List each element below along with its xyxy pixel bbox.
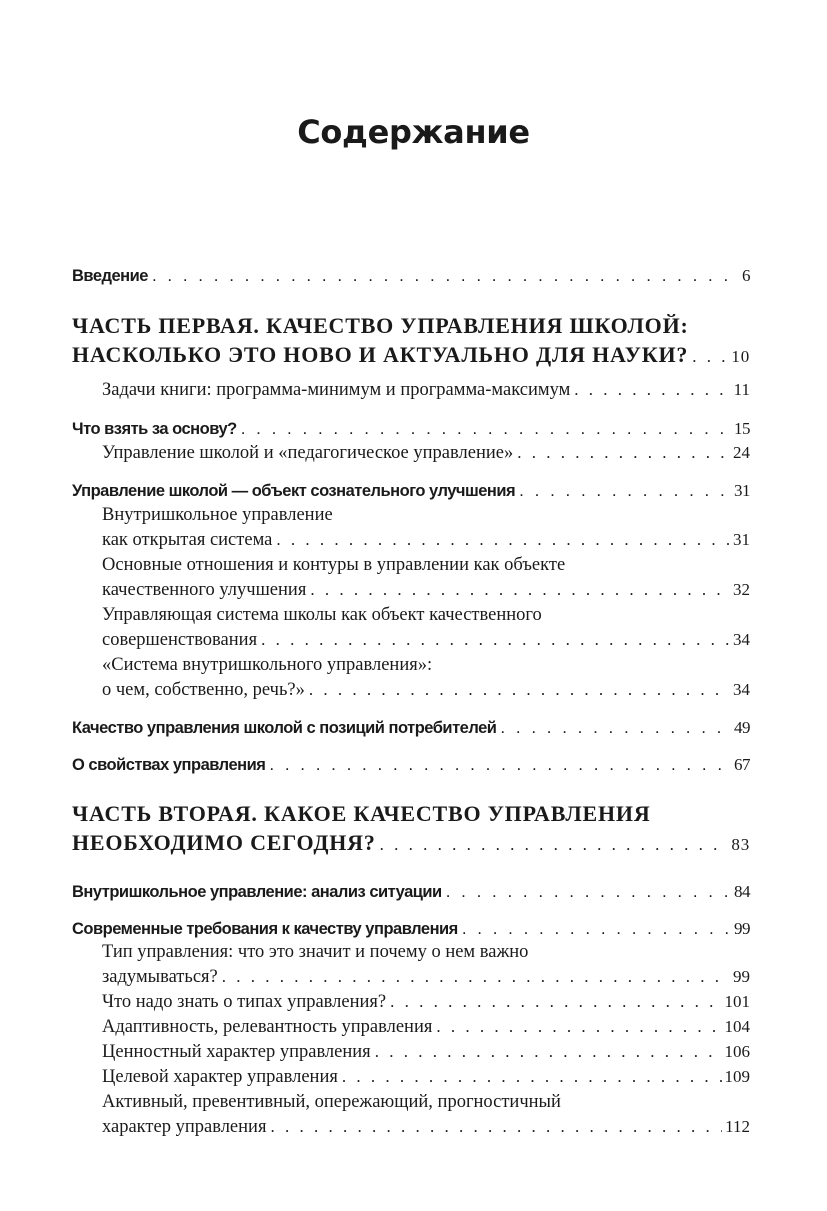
toc-entry-consumer-quality[interactable] [72, 718, 750, 738]
dot-leader [436, 1017, 721, 1037]
dot-leader [261, 630, 730, 650]
toc-entry-label: Качество управления школой с позиций потребителей [72, 719, 497, 737]
toc-entry-label: Ценностный характер управления [102, 1042, 371, 1062]
toc-entry-active-character-line1[interactable]: Активный, превентивный, опережающий, прогностичный [102, 1092, 561, 1112]
toc-entry-value-character[interactable] [102, 1042, 750, 1063]
toc-entry-label: Что взять за основу? [72, 420, 237, 438]
toc-page-number: 31 [733, 530, 750, 549]
toc-page-number: 99 [733, 967, 750, 986]
dot-leader [375, 1042, 722, 1062]
toc-entry-management-type-line1[interactable]: Тип управления: что это значит и почему о нем важно [102, 942, 529, 962]
dot-leader [152, 266, 739, 286]
toc-entry-modern-requirements[interactable] [72, 919, 750, 939]
toc-page-number: 112 [725, 1117, 750, 1136]
toc-page-number: 10 [731, 347, 750, 366]
toc-entry-label: задумываться? [102, 967, 218, 987]
toc-entry-label: НАСКОЛЬКО ЭТО НОВО И АКТУАЛЬНО ДЛЯ НАУКИ? [72, 342, 689, 367]
toc-page-number: 49 [734, 718, 750, 737]
toc-entry-management-type[interactable] [102, 967, 750, 988]
toc-entry-label: Задачи книги: программа-минимум и программа-максимум [102, 380, 571, 400]
toc-entry-relations[interactable] [102, 580, 750, 601]
toc-entry-label: как открытая система [102, 530, 273, 550]
toc-entry-label: Внутришкольное управление: анализ ситуации [72, 883, 442, 901]
toc-entry-book-tasks[interactable] [102, 380, 750, 401]
toc-page-number: 6 [742, 266, 750, 285]
toc-page-number: 83 [731, 835, 750, 854]
dot-leader [574, 380, 730, 400]
toc-page-number: 11 [733, 380, 750, 399]
toc-entry-label: НЕОБХОДИМО СЕГОДНЯ? [72, 830, 376, 855]
toc-page-number: 24 [733, 443, 750, 462]
toc-page-number: 106 [724, 1042, 750, 1061]
toc-page-number: 15 [734, 419, 750, 438]
toc-entry-intro[interactable] [72, 266, 750, 286]
dot-leader [222, 967, 730, 987]
toc-page-number: 109 [724, 1067, 750, 1086]
toc-entry-label: характер управления [102, 1117, 267, 1137]
toc-entry-label: О свойствах управления [72, 756, 266, 774]
toc-page-number: 101 [724, 992, 750, 1011]
toc-entry-label: Введение [72, 267, 148, 285]
toc-entry-label: Адаптивность, релевантность управления [102, 1017, 433, 1037]
dot-leader [390, 992, 721, 1012]
toc-entry-label: Что надо знать о типах управления? [102, 992, 387, 1012]
toc-page-number: 67 [734, 755, 750, 774]
toc-entry-conscious-improvement[interactable] [72, 481, 750, 501]
toc-entry-open-system[interactable] [102, 530, 750, 551]
toc-entry-label: Современные требования к качеству управления [72, 920, 458, 938]
toc-entry-label: о чем, собственно, речь?» [102, 680, 305, 700]
toc-entry-types-knowledge[interactable] [102, 992, 750, 1013]
dot-leader [309, 680, 730, 700]
toc-page-number: 34 [733, 630, 750, 649]
part-two-title-line1[interactable]: ЧАСТЬ ВТОРАЯ. КАКОЕ КАЧЕСТВО УПРАВЛЕНИЯ [72, 801, 651, 826]
toc-page-number: 34 [733, 680, 750, 699]
dot-leader [519, 481, 731, 501]
toc-page-number: 84 [734, 882, 750, 901]
toc-entry-system-intraschool[interactable] [102, 680, 750, 701]
toc-entry-managing-system[interactable] [102, 630, 750, 651]
toc-entry-system-intraschool-line1[interactable]: «Система внутришкольного управления»: [102, 655, 433, 675]
toc-entry-open-system-line1[interactable]: Внутришкольное управление [102, 505, 333, 525]
toc-entry-active-character[interactable] [102, 1117, 750, 1138]
dot-leader [270, 1117, 722, 1137]
part-one-title-line1[interactable]: ЧАСТЬ ПЕРВАЯ. КАЧЕСТВО УПРАВЛЕНИЯ ШКОЛОЙ: [72, 313, 689, 338]
toc-entry-pedagogical-management[interactable] [102, 443, 750, 464]
dot-leader [276, 530, 730, 550]
toc-entry-label: Управление школой — объект сознательного улучшения [72, 482, 516, 500]
toc-page-number: 32 [733, 580, 750, 599]
dot-leader [310, 580, 730, 600]
toc-entry-managing-system-line1[interactable]: Управляющая система школы как объект качественного [102, 605, 542, 625]
toc-entry-target-character[interactable] [102, 1067, 750, 1088]
toc-entry-part-two[interactable] [72, 830, 750, 856]
toc-entry-label: Управление школой и «педагогическое управление» [102, 443, 514, 463]
dot-leader [446, 882, 731, 902]
toc-page-number: 99 [734, 919, 750, 938]
page-title: Содержание [297, 113, 530, 151]
dot-leader [380, 835, 729, 855]
dot-leader [517, 443, 730, 463]
toc-entry-part-one[interactable] [72, 342, 750, 368]
toc-entry-label: Целевой характер управления [102, 1067, 338, 1087]
toc-page-number: 104 [724, 1017, 750, 1036]
toc-entry-label: качественного улучшения [102, 580, 307, 600]
dot-leader [462, 919, 731, 939]
toc-entry-properties[interactable] [72, 755, 750, 775]
toc-entry-situation-analysis[interactable] [72, 882, 750, 902]
dot-leader [241, 419, 731, 439]
toc-entry-what-basis[interactable] [72, 419, 750, 439]
dot-leader [692, 347, 728, 367]
dot-leader [269, 755, 731, 775]
dot-leader [342, 1067, 722, 1087]
toc-entry-label: совершенствования [102, 630, 258, 650]
dot-leader [500, 718, 731, 738]
toc-entry-adaptivity[interactable] [102, 1017, 750, 1038]
toc-entry-relations-line1[interactable]: Основные отношения и контуры в управлении как объекте [102, 555, 566, 575]
toc-page-number: 31 [734, 481, 750, 500]
